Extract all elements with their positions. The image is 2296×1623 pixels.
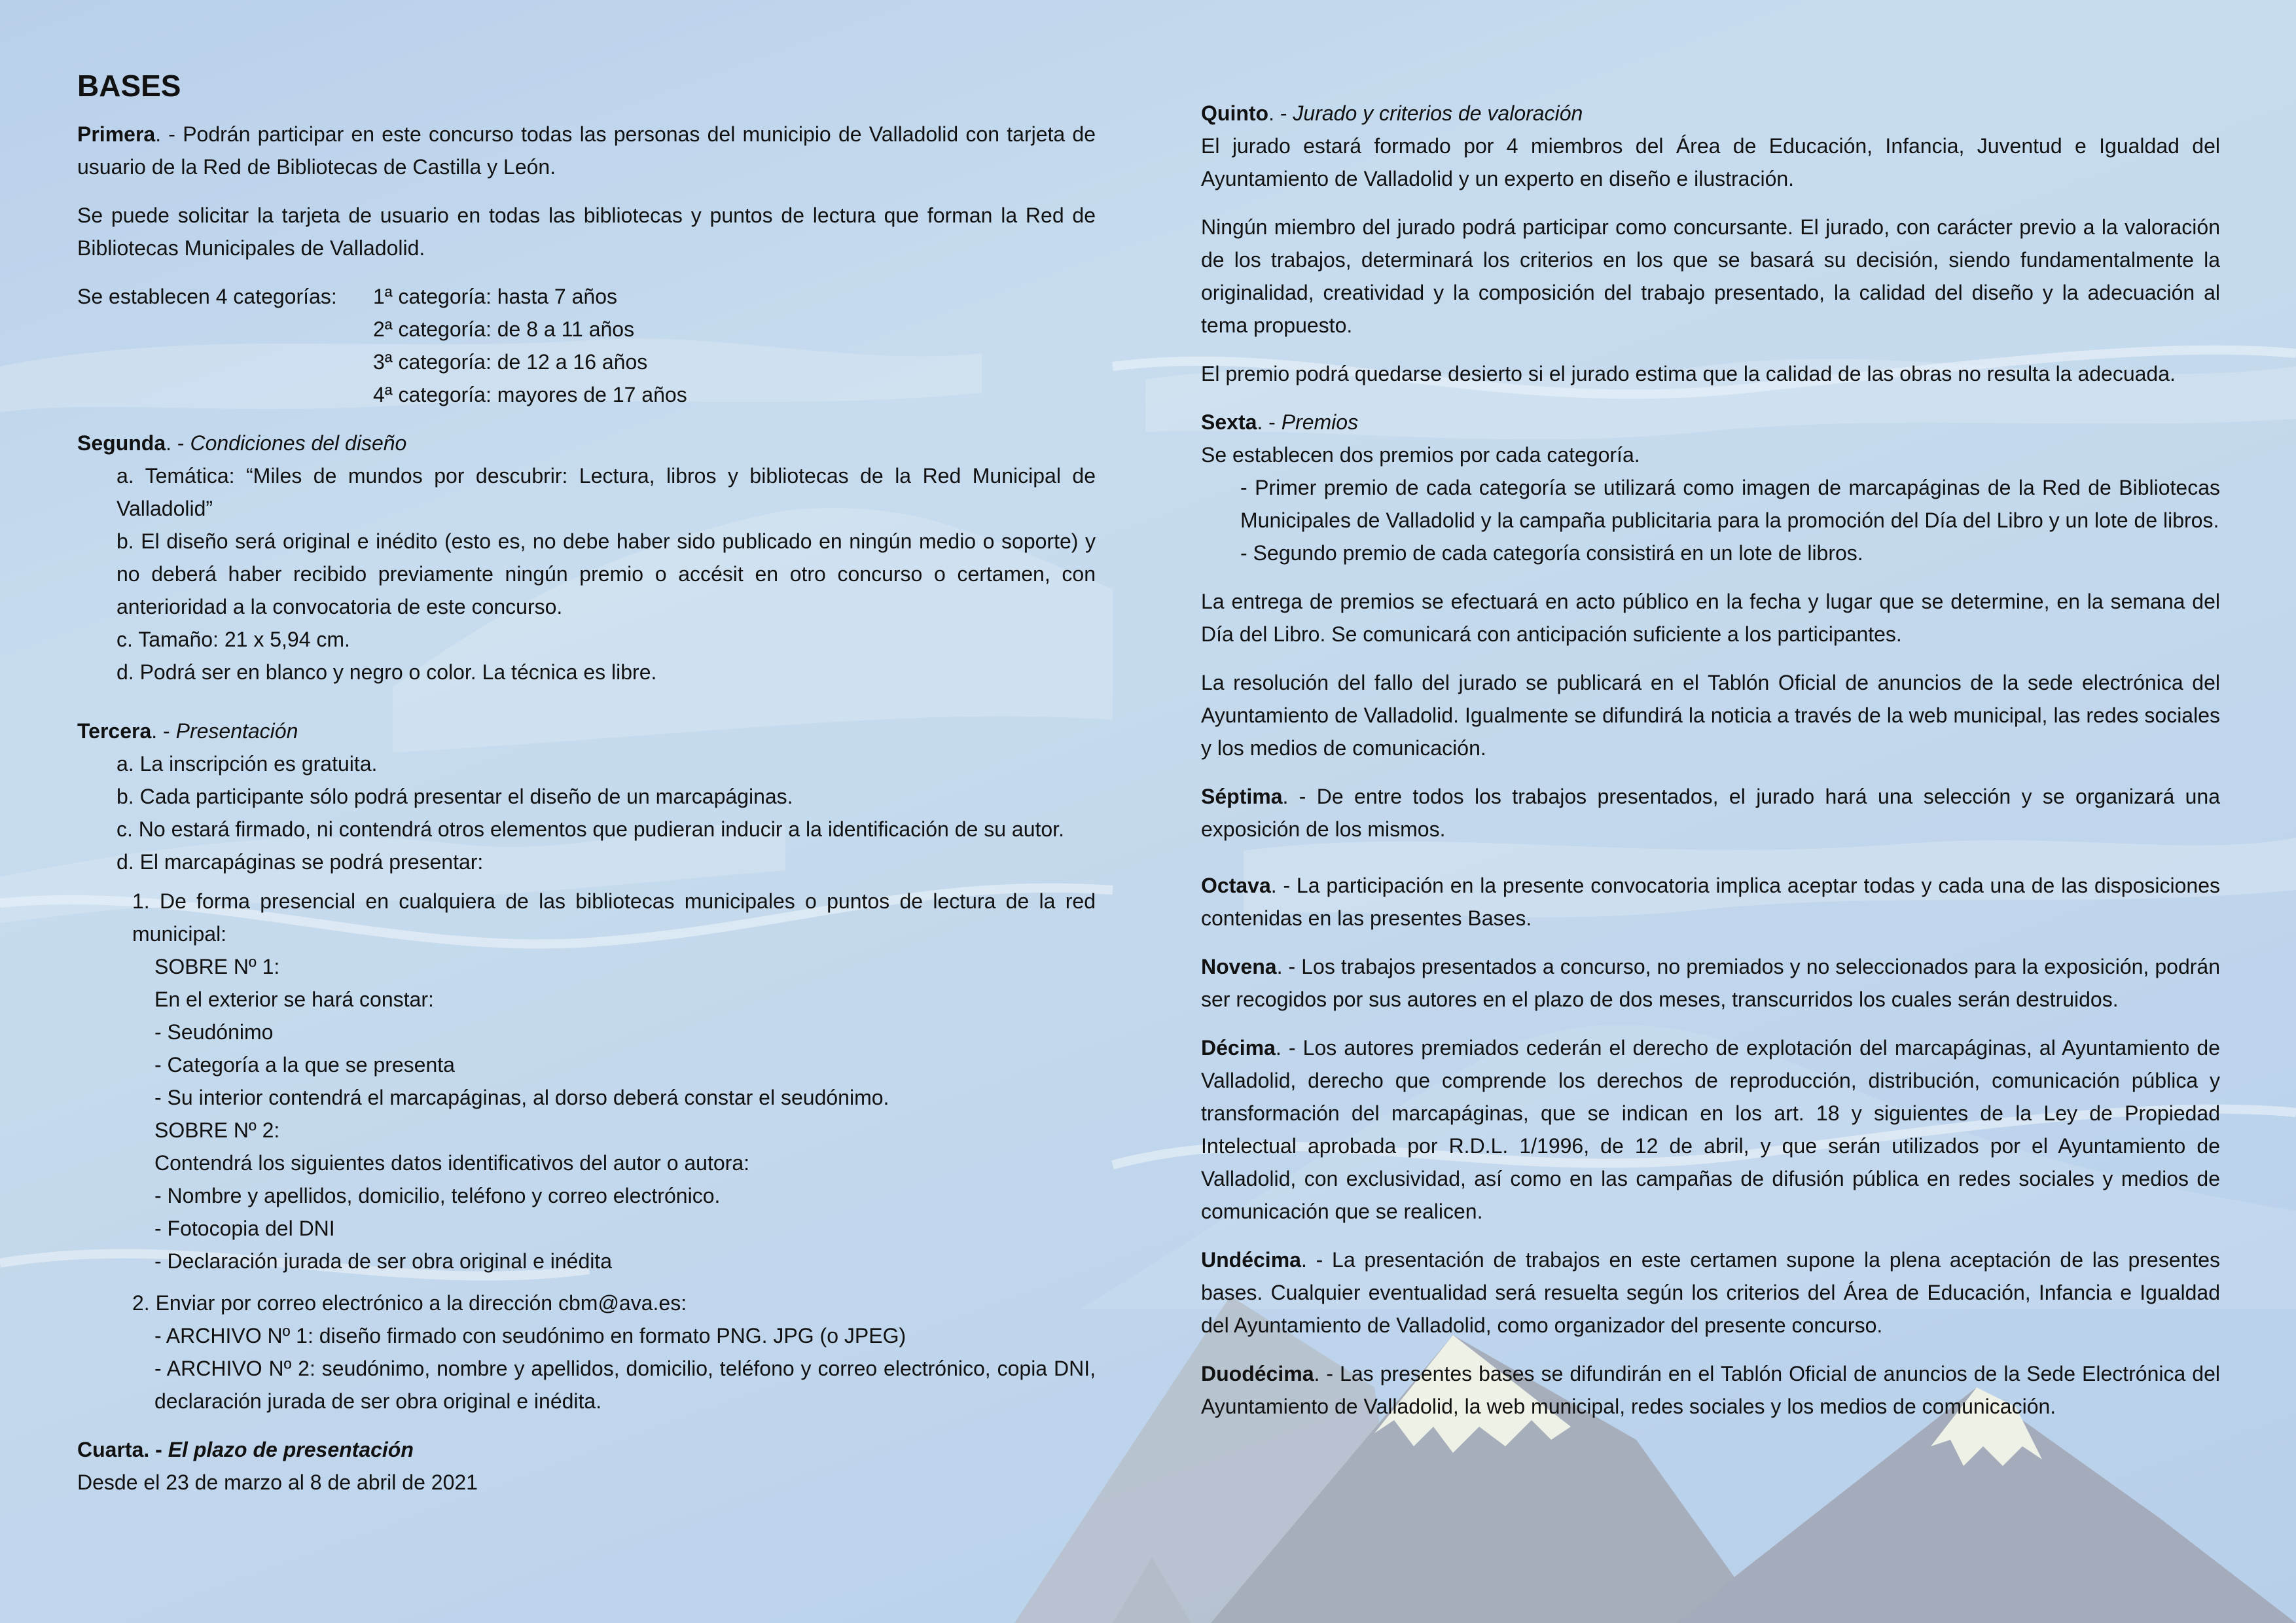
section-primera xyxy=(77,118,1096,411)
list-item: d. Podrá ser en blanco y negro o color. La técnica es libre. xyxy=(117,660,657,684)
section-subtitle: Jurado y criterios de valoración xyxy=(1293,101,1583,125)
archivos-list xyxy=(77,1319,1096,1418)
section-novena xyxy=(1201,950,2220,1016)
separator: . - xyxy=(143,1438,168,1461)
list-item: d. El marcapáginas se podrá presentar: xyxy=(117,850,484,874)
section-heading: Décima xyxy=(1201,1036,1276,1060)
list-item: En el exterior se hará constar: xyxy=(154,988,434,1011)
section-tercera xyxy=(77,715,1096,1418)
section-heading: Tercera xyxy=(77,719,152,743)
paragraph: Se establecen dos premios por cada categoría. xyxy=(1201,443,1640,467)
section-heading: Quinto xyxy=(1201,101,1269,125)
submission-option-email: 2. Enviar por correo electrónico a la dirección cbm@ava.es: xyxy=(132,1291,687,1315)
section-quinto xyxy=(1201,97,2220,390)
categories-block xyxy=(77,280,1096,411)
paragraph: Ningún miembro del jurado podrá participar como concursante. El jurado, con carácter previo a la valoración de los trabajos, determinará los criterios en los que se basará su decisión, siendo fundamentalmente la originalidad, creatividad y la composición del trabajo presentado, la calidad del diseño y la adecuación al tema propuesto. xyxy=(1201,215,2220,337)
paragraph: La resolución del fallo del jurado se publicará en el Tablón Oficial de anuncios de la sede electrónica del Ayuntamiento de Valladolid. Igualmente se difundirá la noticia a través de la web municipal, las redes sociales y los medios de comunicación. xyxy=(1201,671,2220,760)
list-item: SOBRE Nº 1: xyxy=(154,955,280,978)
list-item: - Primer premio de cada categoría se utilizará como imagen de marcapáginas de la Red de Bibliotecas Municipales de Valladolid y la campaña publicitaria para la promoción del Día del Libro y un lote de libros. xyxy=(1240,476,2220,532)
section-text: . - Podrán participar en este concurso todas las personas del municipio de Valladolid con tarjeta de usuario de la Red de Bibliotecas de Castilla y León. xyxy=(77,122,1096,179)
section-undecima xyxy=(1201,1243,2220,1342)
list-item: b. Cada participante sólo podrá presentar el diseño de un marcapáginas. xyxy=(117,785,793,808)
list-item: Contendrá los siguientes datos identificativos del autor o autora: xyxy=(154,1151,749,1175)
sobre-2-list xyxy=(77,1114,1096,1277)
categories-list xyxy=(373,280,687,411)
list-item: a. La inscripción es gratuita. xyxy=(117,752,378,776)
list-item: b. El diseño será original e inédito (esto es, no debe haber sido publicado en ningún medio o soporte) y no deberá haber recibido previamente ningún premio o accésit en otro concurso o certamen, con anterioridad a la convocatoria de este concurso. xyxy=(117,529,1096,618)
category-item: 1ª categoría: hasta 7 años xyxy=(373,285,617,308)
list-item: - Seudónimo xyxy=(154,1020,274,1044)
section-heading: Undécima xyxy=(1201,1248,1301,1272)
list-item: - Declaración jurada de ser obra original e inédita xyxy=(154,1249,613,1273)
section-subtitle: Condiciones del diseño xyxy=(190,431,407,455)
paragraph: La entrega de premios se efectuará en acto público en la fecha y lugar que se determine, en la semana del Día del Libro. Se comunicará con anticipación suficiente a los participantes. xyxy=(1201,590,2220,646)
separator: . - xyxy=(151,719,176,743)
list-item: - ARCHIVO Nº 1: diseño firmado con seudónimo en formato PNG. JPG (o JPEG) xyxy=(154,1324,906,1347)
section-heading: Primera xyxy=(77,122,156,146)
section-heading: Segunda xyxy=(77,431,166,455)
right-column xyxy=(1201,97,2220,1438)
section-segunda xyxy=(77,427,1096,688)
section-text: . - Los autores premiados cederán el derecho de explotación del marcapáginas, al Ayuntamiento de Valladolid, derecho que comprende los derechos de reproducción, distribución, comunicación pública y transformación del marcapáginas, que se indican en los art. 18 y siguientes de la Ley de Propiedad Intelectual aprobada por R.D.L. 1/1996, de 12 de abril, y que serán utilizados por el Ayuntamiento de Valladolid, con exclusividad, así como en las campañas de difusión pública en redes sociales y medios de comunicación que se realicen. xyxy=(1201,1036,2220,1223)
section-subtitle: El plazo de presentación xyxy=(168,1438,414,1461)
section-text: . - La presentación de trabajos en este certamen supone la plena aceptación de las presentes bases. Cualquier eventualidad será resuelta según los criterios del Área de Educación, Infancia e Igualdad del Ayuntamiento de Valladolid, como organizador del presente concurso. xyxy=(1201,1248,2220,1337)
paragraph: El premio podrá quedarse desierto si el jurado estima que la calidad de las obras no resulta la adecuada. xyxy=(1201,362,2176,385)
section-decima xyxy=(1201,1031,2220,1228)
separator: . - xyxy=(1257,410,1282,434)
submission-option-in-person: 1. De forma presencial en cualquiera de las bibliotecas municipales o puntos de lectura de la red municipal: xyxy=(132,889,1096,946)
section-text: . - Los trabajos presentados a concurso, no premiados y no seleccionados para la exposición, podrán ser recogidos por sus autores en el plazo de dos meses, transcurridos los cuales serán destruidos. xyxy=(1201,955,2220,1011)
section-heading: Cuarta xyxy=(77,1438,144,1461)
section-text: . - De entre todos los trabajos presentados, el jurado hará una selección y se organizará una exposición de los mismos. xyxy=(1201,785,2220,841)
list-item: - Su interior contendrá el marcapáginas, al dorso deberá constar el seudónimo. xyxy=(154,1086,889,1109)
list-item: - Nombre y apellidos, domicilio, teléfono y correo electrónico. xyxy=(154,1184,721,1207)
section-text: . - Las presentes bases se difundirán en el Tablón Oficial de anuncios de la Sede Electrónica del Ayuntamiento de Valladolid, la web municipal, redes sociales y los medios de comunicación. xyxy=(1201,1362,2220,1418)
section-text: . - La participación en la presente convocatoria implica aceptar todas y cada una de las disposiciones contenidas en las presentes Bases. xyxy=(1201,874,2220,930)
section-duodecima xyxy=(1201,1357,2220,1423)
list-item: - Fotocopia del DNI xyxy=(154,1217,335,1240)
sobre-1-list xyxy=(77,950,1096,1114)
section-heading: Sexta xyxy=(1201,410,1257,434)
left-column xyxy=(77,63,1096,1514)
section-heading: Duodécima xyxy=(1201,1362,1314,1385)
list-item: - Segundo premio de cada categoría consistirá en un lote de libros. xyxy=(1240,541,1863,565)
category-item: 3ª categoría: de 12 a 16 años xyxy=(373,350,648,374)
page-title: BASES xyxy=(77,69,181,103)
categories-label: Se establecen 4 categorías: xyxy=(77,285,337,308)
paragraph: Se puede solicitar la tarjeta de usuario en todas las bibliotecas y puntos de lectura que forman la Red de Bibliotecas Municipales de Valladolid. xyxy=(77,204,1096,260)
list-item: - ARCHIVO Nº 2: seudónimo, nombre y apellidos, domicilio, teléfono y correo electrónico, copia DNI, declaración jurada de ser obra original e inédita. xyxy=(154,1357,1096,1413)
section-septima xyxy=(1201,780,2220,846)
list-item: c. Tamaño: 21 x 5,94 cm. xyxy=(117,628,350,651)
deadline-text: Desde el 23 de marzo al 8 de abril de 2021 xyxy=(77,1471,478,1494)
paragraph: El jurado estará formado por 4 miembros del Área de Educación, Infancia, Juventud e Igualdad del Ayuntamiento de Valladolid y un experto en diseño e ilustración. xyxy=(1201,134,2220,190)
list-item: SOBRE Nº 2: xyxy=(154,1118,280,1142)
section-subtitle: Presentación xyxy=(175,719,298,743)
section-heading: Octava xyxy=(1201,874,1271,897)
list-item: - Categoría a la que se presenta xyxy=(154,1053,455,1077)
section-cuarta xyxy=(77,1433,1096,1499)
section-subtitle: Premios xyxy=(1281,410,1359,434)
list-item: c. No estará firmado, ni contendrá otros elementos que pudieran inducir a la identificación de su autor. xyxy=(117,817,1064,841)
section-octava xyxy=(1201,869,2220,935)
category-item: 4ª categoría: mayores de 17 años xyxy=(373,383,687,406)
section-heading: Novena xyxy=(1201,955,1277,978)
separator: . - xyxy=(1268,101,1293,125)
separator: . - xyxy=(166,431,190,455)
section-sexta xyxy=(1201,406,2220,764)
list-item: a. Temática: “Miles de mundos por descubrir: Lectura, libros y bibliotecas de la Red Municipal de Valladolid” xyxy=(117,464,1096,520)
section-heading: Séptima xyxy=(1201,785,1283,808)
category-item: 2ª categoría: de 8 a 11 años xyxy=(373,317,635,341)
